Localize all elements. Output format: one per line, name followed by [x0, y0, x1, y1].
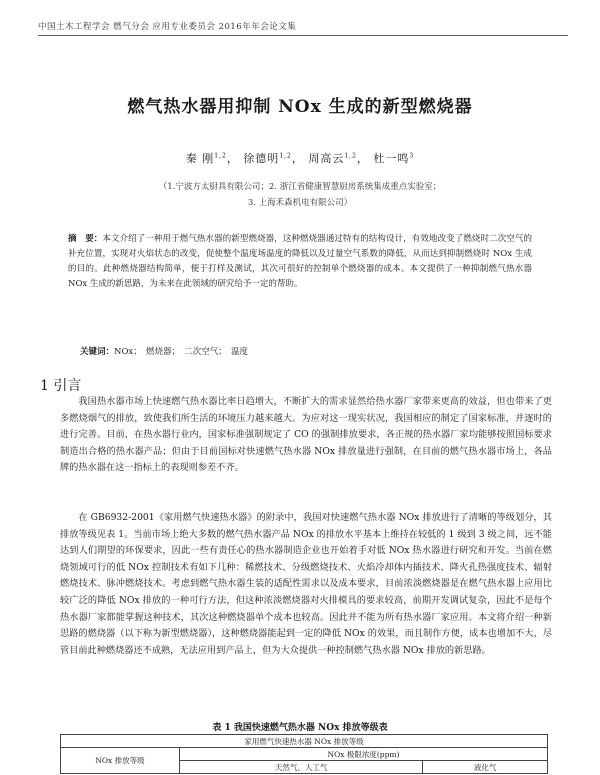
- author-affiliation-mark: 1,2: [344, 152, 357, 160]
- author-name: 徐德明: [243, 152, 280, 165]
- author-affiliation-mark: 3: [409, 152, 415, 160]
- abstract-label: 摘 要：: [68, 234, 103, 244]
- abstract: [68, 232, 532, 292]
- abstract-text: 本文介绍了一种用于燃气热水器的新型燃烧器，这种燃烧器通过特有的结构设计，有效地改变了燃烧时二次空气的补充位置，实现对火焰状态的改变，促使整个温度场温度的降低以及过量空气系数的降低，从而达到抑制燃烧时 NOx 生成的目的。此种燃烧器结构简单，便于打样及测试，其次可很好的控制单个燃烧器的成本。本文提供了一种抑制燃气热水器 NOx 生成的新思路，为未来在此领域的研究给予一定的帮助。: [68, 234, 532, 289]
- author-name: 周高云: [308, 152, 345, 165]
- keywords-label: 关键词：: [80, 347, 115, 357]
- section-heading: 1 引言: [40, 378, 82, 394]
- keywords-text: NOx； 燃烧器； 二次空气； 温度: [114, 347, 248, 357]
- body-paragraph-2: 在 GB6932-2001《家用燃气快速热水器》的附录中，我国对快速燃气热水器 NOx 排放进行了清晰的等级划分，其排放等级见表 1。当前市场上绝大多数的燃气热水器产品 NOx 的排放水平基本上维持在较低的 1 级到 3 级之间，远不能达到人们期望的环保要求，因此一些有责任心的热水器制造企业也开始着手对低 NOx 热水器进行研究和开发。当前在燃烧领域可行的低 NOx 控制技术有如下几种：稀燃技术、分级燃烧技术、火焰冷却体内插技术、降火孔热强度技术、辐射燃烧技术、脉冲燃烧技术。考虑到燃气热水器生装的适配性需求以及成本要求，目前浓淡燃烧器是在燃气热水器上应用比较广泛的降低 NOx 排放的一种可行方法，但这种浓淡燃烧器对火排模具的要求较高，前期开发调试复杂，因此不是每个热水器厂家都能掌握这种技术，其次这种燃烧器单个成本也较高。因此并不能为所有热水器厂家应用。本文将介绍一种新思路的燃烧器（以下称为新型燃烧器），这种燃烧器能起到一定的降低 NOx 的效果，而且制作方便，成本也增加不大，尽管目前此种燃烧器还不成熟，无法应用到产品上，但为大众提供一种控制燃气热水器 NOx 排放的新思路。: [60, 512, 552, 656]
- author-affiliation-mark: 1,2: [214, 152, 227, 160]
- author-affiliation-mark: 1,2: [279, 152, 292, 160]
- table-column-lpg: 液化气: [423, 761, 548, 774]
- keywords: [80, 345, 530, 357]
- author-separator: ，: [226, 152, 239, 165]
- table-caption: 表 1 我国快速燃气热水器 NOx 排放等级表: [212, 723, 388, 733]
- author-line: [0, 150, 600, 166]
- author-name: 秦 刚: [185, 152, 215, 165]
- table-row-label: NOx 排放等级: [61, 748, 180, 774]
- author-separator: ，: [291, 152, 304, 165]
- body-paragraph-1: 我国热水器市场上快速燃气热水器比率日趋增大，不断扩大的需求显然给热水器厂家带来更高的效益，但也带来了更多燃烧烟气的排放，致使我们所生活的环境压力越来越大。为应对这一现实状况，我国相应的制定了国家标准，并逐时的进行完善。目前，在热水器行业内，国家标准强制规定了 CO 的强制排放要求，各正规的热水器厂家均能够按照国标要求制造出合格的热水器产品；但由于目前国标对快速燃气热水器 NOx 排放量进行强制，在目前的燃气热水器市场上，各品牌的热水器在这一指标上的表现则参差不齐。: [60, 396, 552, 474]
- table-column-natural-gas: 天然气、人工气: [180, 761, 423, 774]
- author-separator: ，: [356, 152, 369, 165]
- author-name: 杜一鸣: [373, 152, 410, 165]
- nox-emission-table: [60, 734, 548, 774]
- table-subheader: NOx 极限浓度(ppm): [180, 748, 548, 761]
- affiliation-line-1: （1.宁波方太厨具有限公司；2. 浙江省健康智慧厨房系统集成重点实验室；: [158, 182, 442, 192]
- running-head: 中国土木工程学会 燃气分会 应用专业委员会 2016年年会论文集: [38, 20, 568, 36]
- paper-title: 燃气热水器用抑制 NOx 生成的新型燃烧器: [127, 97, 473, 117]
- table-header: 家用燃气快速热水器 NOx 排放等级: [61, 735, 548, 748]
- affiliation-line-2: 3. 上海禾森机电有限公司）: [247, 198, 353, 208]
